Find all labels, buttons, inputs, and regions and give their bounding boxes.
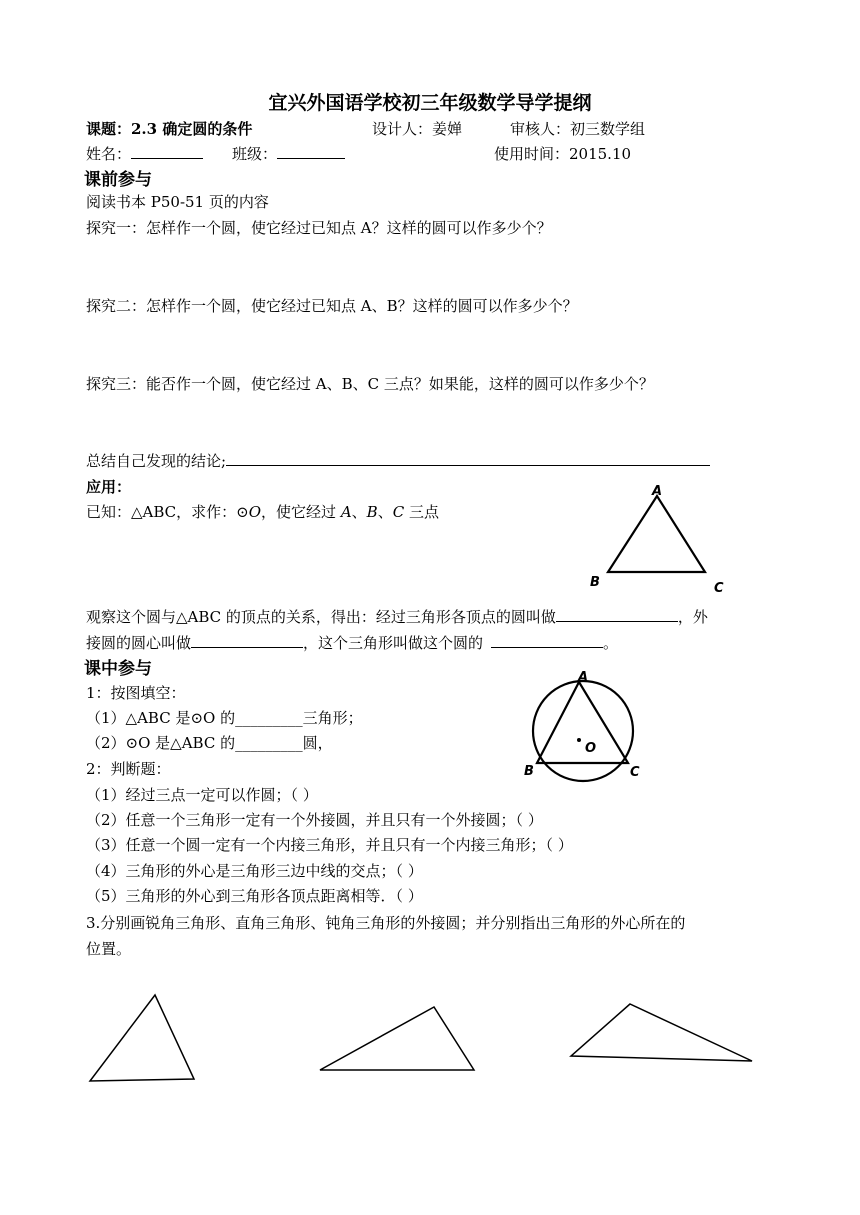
observe-text-2: ，外: [677, 608, 708, 626]
fill-item-2: （2）⊙O 是△ABC 的_________圆，: [86, 734, 333, 752]
page-title: 宜兴外国语学校初三年级数学导学提纲: [268, 92, 592, 114]
observe-text-5: 。: [603, 634, 619, 652]
center-point: [577, 738, 581, 742]
class-blank[interactable]: [277, 144, 345, 159]
given-point-b: B: [366, 503, 378, 521]
given-statement: [86, 501, 439, 522]
obtuse-triangle: [571, 1004, 752, 1061]
circle-label-c: C: [630, 765, 640, 780]
name-blank[interactable]: [131, 144, 203, 159]
explore-question-3: 探究三：能否作一个圆，使它经过 A、B、C 三点？如果能，这样的圆可以作多少个？: [86, 375, 654, 393]
circumcenter-blank[interactable]: [191, 633, 303, 648]
designer-label: 设计人：姜婵: [372, 120, 463, 138]
circumcircle-figure: [520, 670, 660, 785]
given-mid: ，使它经过: [261, 503, 341, 521]
triangle-abc-figure: [580, 480, 740, 600]
section-heading-class: 课中参与: [84, 659, 152, 679]
summary-blank[interactable]: [226, 451, 710, 466]
task-3-line-2: 位置。: [86, 940, 132, 958]
name-label: 姓名：: [86, 145, 132, 163]
given-sep-1: 、: [351, 503, 367, 521]
reviewer-label: 审核人：初三数学组: [510, 120, 646, 138]
inscribed-triangle-blank[interactable]: [491, 633, 603, 648]
circumcircle: [533, 681, 633, 781]
usage-date: 使用时间：2015.10: [494, 145, 632, 163]
given-point-c: C: [392, 503, 405, 521]
circumcircle-blank[interactable]: [556, 607, 678, 622]
given-prefix: 已知：△ABC，求作：⊙: [86, 503, 249, 521]
observe-text-3: 接圆的圆心叫做: [86, 634, 192, 652]
acute-triangle: [90, 995, 194, 1081]
apply-heading: 应用：: [86, 478, 132, 496]
judge-item-4: （4）三角形的外心是三角形三边中线的交点；（ ）: [86, 862, 423, 880]
observe-text-1: 观察这个圆与△ABC 的顶点的关系，得出：经过三角形各顶点的圆叫做: [86, 608, 556, 626]
given-circle-o: O: [248, 503, 262, 521]
observe-line-2: [86, 632, 618, 653]
name-field: [86, 143, 203, 164]
label-c: C: [714, 581, 724, 596]
circle-label-o: O: [585, 741, 597, 756]
label-a: A: [652, 484, 663, 499]
judge-instruction: 2：判断题：: [86, 760, 171, 778]
summary-line: [86, 450, 710, 471]
section-heading-pre: 课前参与: [84, 170, 152, 190]
fill-instruction: 1：按图填空：: [86, 684, 186, 702]
reading-instruction: 阅读书本 P50-51 页的内容: [86, 193, 269, 211]
given-point-a: A: [340, 503, 352, 521]
given-suffix: 三点: [404, 503, 439, 521]
class-field: [232, 143, 345, 164]
right-triangle: [320, 1007, 474, 1070]
summary-label: 总结自己发现的结论;: [86, 452, 227, 470]
task-3-line-1: 3.分别画锐角三角形、直角三角形、钝角三角形的外接圆；并分别指出三角形的外心所在的: [86, 914, 686, 932]
topic-label: 课题：2.3 确定圆的条件: [86, 120, 253, 138]
explore-question-1: 探究一：怎样作一个圆，使它经过已知点 A？这样的圆可以作多少个？: [86, 219, 552, 237]
circle-label-a: A: [578, 670, 589, 685]
fill-item-1: （1）△ABC 是⊙O 的_________三角形；: [86, 709, 363, 727]
observe-line-1: [86, 606, 708, 627]
judge-item-1: （1）经过三点一定可以作圆；（ ）: [86, 786, 318, 804]
observe-text-4: ，这个三角形叫做这个圆的: [303, 634, 484, 652]
judge-item-5: （5）三角形的外心到三角形各顶点距离相等．（ ）: [86, 887, 423, 905]
circle-label-b: B: [524, 764, 534, 779]
given-sep-2: 、: [377, 503, 393, 521]
label-b: B: [590, 575, 600, 590]
judge-item-3: （3）任意一个圆一定有一个内接三角形，并且只有一个内接三角形；（ ）: [86, 836, 573, 854]
practice-triangles: [0, 980, 860, 1100]
judge-item-2: （2）任意一个三角形一定有一个外接圆，并且只有一个外接圆；（ ）: [86, 811, 543, 829]
triangle-abc: [608, 496, 705, 572]
explore-question-2: 探究二：怎样作一个圆，使它经过已知点 A、B？这样的圆可以作多少个？: [86, 297, 578, 315]
class-label: 班级：: [232, 145, 278, 163]
